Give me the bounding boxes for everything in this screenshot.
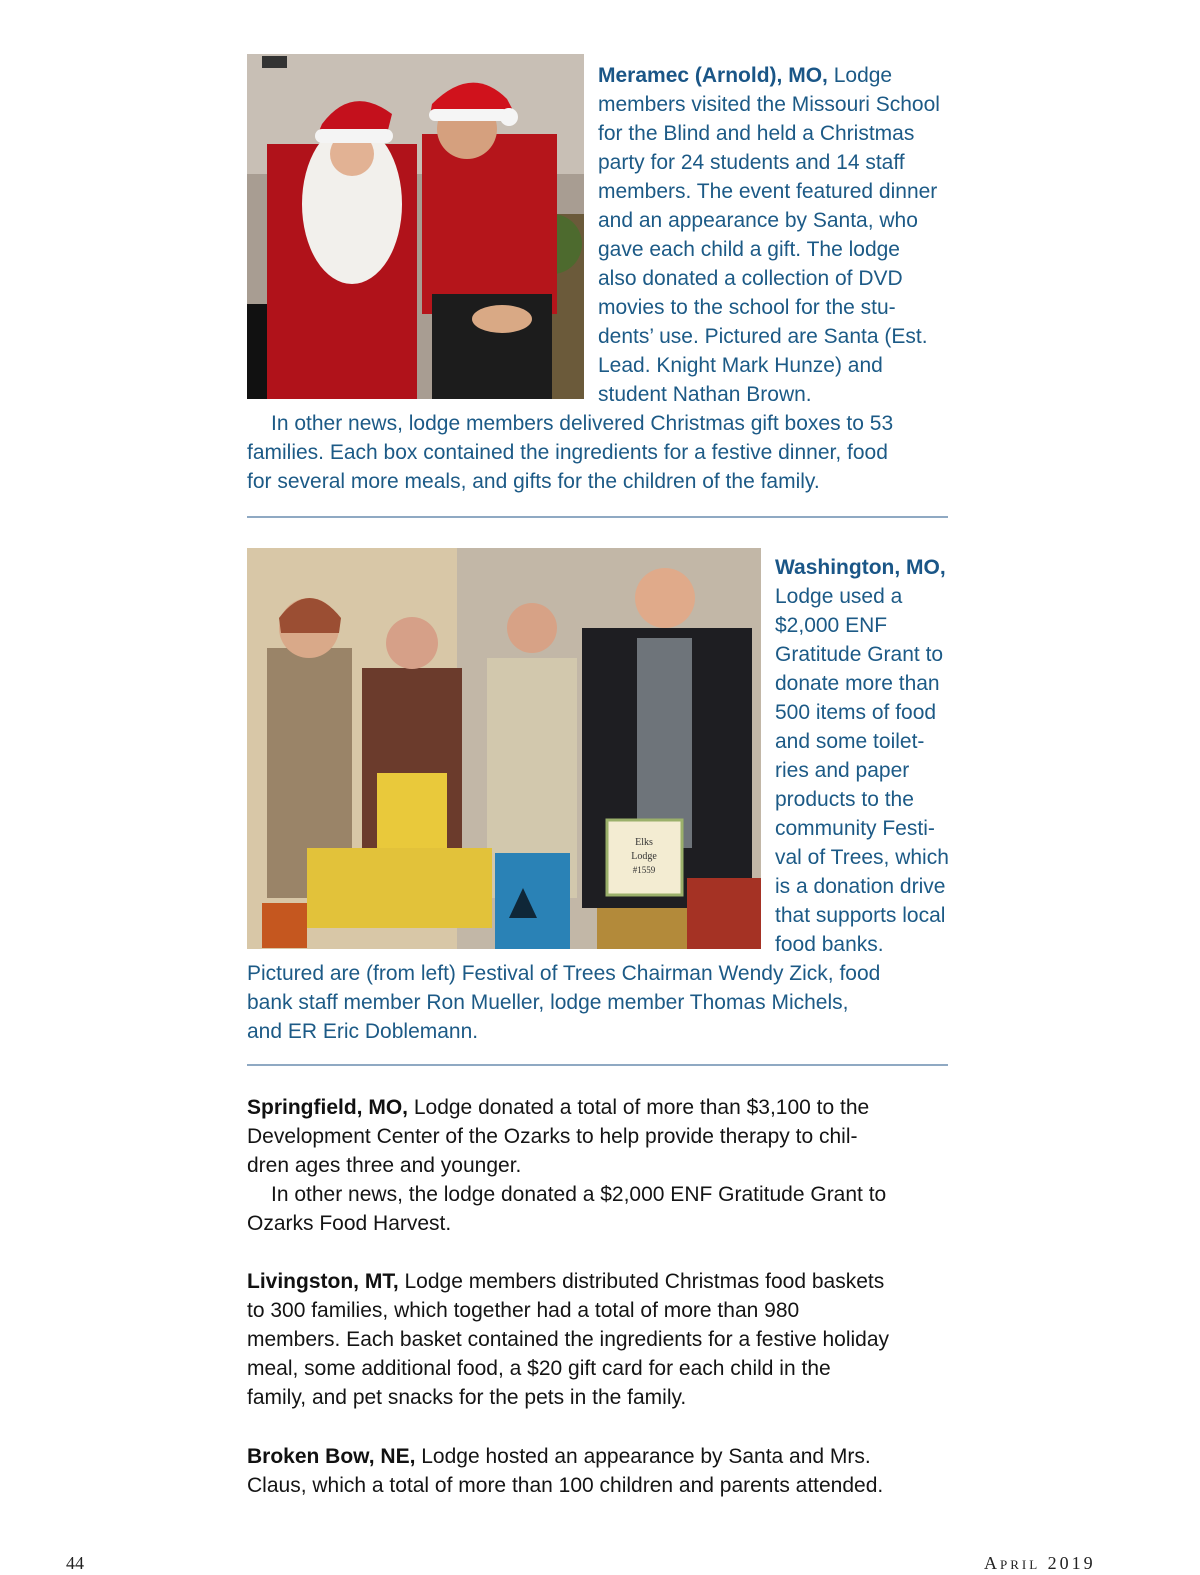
sign-line-2: Lodge [631,851,657,862]
meramec-paragraph-2: In other news, lodge members delivered Christmas gift boxes to 53 families. Each box contained the ingredients for a festive dinner, food for several more meals, and gifts for the children of the family. [247,412,894,493]
washington-caption: Pictured are (from left) Festival of Trees Chairman Wendy Zick, food bank staff member Ron Mueller, lodge member Thomas Michels, and ER Eric Doblemann. [247,962,881,1043]
broken-bow-heading: Broken Bow, NE, [247,1445,416,1468]
food-donation-photo-illustration [247,548,761,949]
livingston-heading: Livingston, MT, [247,1270,399,1293]
sign-line-1: Elks [635,837,653,848]
meramec-blurb: Meramec (Arnold), MO, Lodge members visited the Missouri School for the Blind and held a Christmas party for 24 students and 14 staff members. The event featured dinner and an appearance by Santa, who gave each child a gift. The lodge also donated a collection of DVD movies to the school for the stu- dents’ use. Pictured are Santa (Est. Lead. Knight Mark Hunze) and student Nathan Brown. [598,64,940,406]
page-number: 44 [66,1553,84,1573]
sign-line-3: #1559 [632,865,656,875]
washington-heading: Washington, MO, [775,556,946,579]
food-donation-photo [247,548,761,949]
issue-date: April 2019 [984,1553,1096,1573]
broken-bow-story: Broken Bow, NE, Lodge hosted an appearance by Santa and Mrs. Claus, which a total of more than 100 children and parents attended. [247,1445,884,1497]
santa-photo-illustration [247,54,584,399]
livingston-story: Livingston, MT, Lodge members distributed Christmas food baskets to 300 families, which together had a total of more than 980 members. Each basket contained the ingredients for a festive holiday meal, some additional food, a $20 gift card for each child in the family, and pet snacks for the pets in the family. [247,1270,890,1409]
washington-blurb: Washington, MO, Lodge used a $2,000 ENF Gratitude Grant to donate more than 500 items of food and some toilet- ries and paper products to the community Festi- val of Trees, which is a donation drive that supports local food banks. [775,553,985,959]
santa-photo [247,54,584,399]
springfield-heading: Springfield, MO, [247,1096,408,1119]
meramec-heading: Meramec (Arnold), MO, [598,64,828,87]
springfield-story: Springfield, MO, Lodge donated a total of more than $3,100 to the Development Center of the Ozarks to help provide therapy to chil- dren ages three and younger. In other news, the lodge donated a $2,000 ENF Gratitude Grant to Ozarks Food Harvest. [247,1096,887,1235]
section-divider [247,1064,948,1066]
section-divider [247,516,948,518]
